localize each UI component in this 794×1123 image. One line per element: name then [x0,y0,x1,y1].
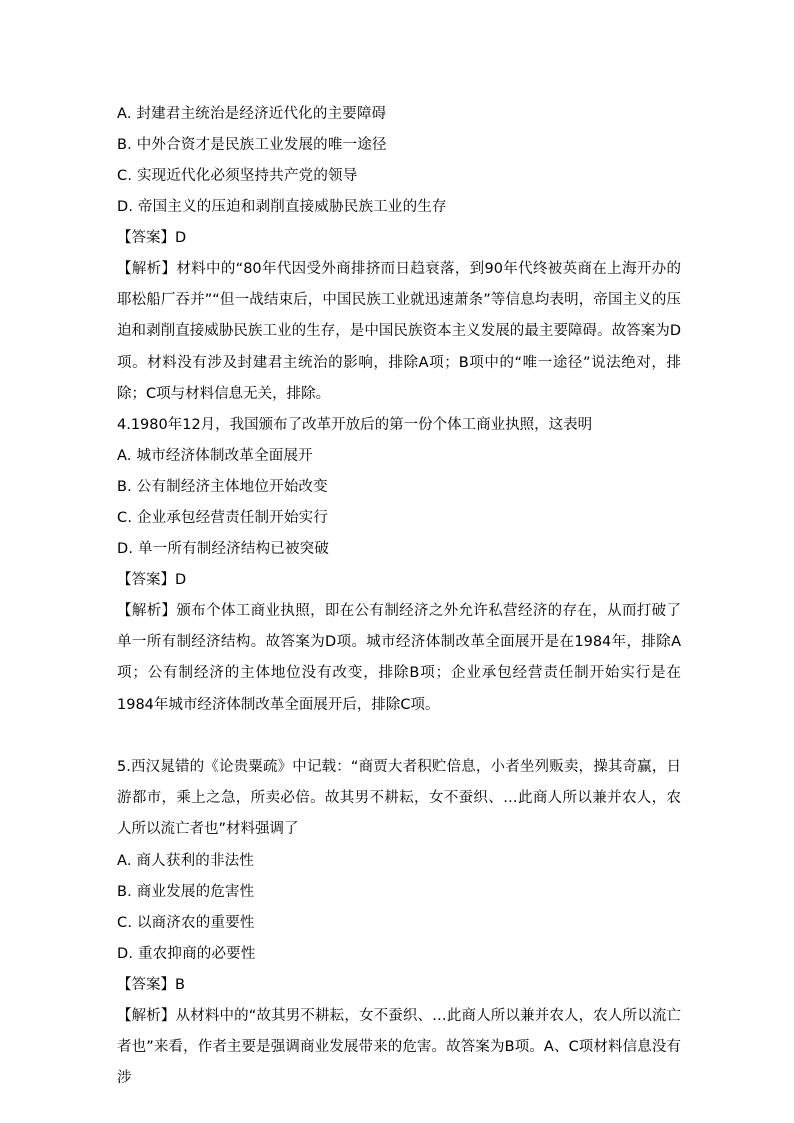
q5-answer: 【答案】B [117,977,185,993]
q3-option-d: D. 帝国主义的压迫和剥削直接威胁民族工业的生存 [117,199,447,215]
q4-stem: 4.1980年12月，我国颁布了改革开放后的第一份个体工商业执照，这表明 [117,417,593,433]
q3-analysis: 【解析】材料中的“80年代因受外商排挤而日趋衰落，到90年代终被英商在上海开办的耶松船厂吞并”“但一战结束后，中国民族工业就迅速萧条”等信息均表明，帝国主义的压迫和剥削直接威胁民族工业的生存，是中国民族资本主义发展的最主要障碍。故答案为D项。材料没有涉及封建君主统治的影响，排除A项；B项中的“唯一途径”说法绝对，排除；C项与材料信息无关，排除。 [117,261,681,402]
q4-option-d: D. 单一所有制经济结构已被突破 [117,541,330,557]
q4-option-a: A. 城市经济体制改革全面展开 [117,448,313,464]
q3-answer: 【答案】D [117,230,187,246]
q5-analysis: 【解析】从材料中的“故其男不耕耘，女不蚕织、…此商人所以兼并农人，农人所以流亡者也”来看，作者主要是强调商业发展带来的危害。故答案为B项。A、C项材料信息没有涉 [117,1008,681,1087]
q3-option-c: C. 实现近代化必须坚持共产党的领导 [117,168,358,184]
q5-option-d: D. 重农抑商的必要性 [117,946,256,962]
q5-option-a: A. 商人获利的非法性 [117,853,255,869]
q4-option-c: C. 企业承包经营责任制开始实行 [117,510,329,526]
q5-option-b: B. 商业发展的危害性 [117,884,255,900]
q5-option-c: C. 以商济农的重要性 [117,915,255,931]
q3-option-a: A. 封建君主统治是经济近代化的主要障碍 [117,106,387,122]
q3-option-b: B. 中外合资才是民族工业发展的唯一途径 [117,137,387,153]
q5-stem: 5.西汉晁错的《论贵粟疏》中记载：“商贾大者积贮倍息，小者坐列贩卖，操其奇赢，日游都市，乘上之急，所卖必倍。故其男不耕耘，女不蚕织、…此商人所以兼并农人，农人所以流亡者也”材料强调了 [117,759,681,838]
q4-answer: 【答案】D [117,572,187,588]
q4-option-b: B. 公有制经济主体地位开始改变 [117,479,328,495]
q4-analysis: 【解析】颁布个体工商业执照，即在公有制经济之外允许私营经济的存在，从而打破了单一所有制经济结构。故答案为D项。城市经济体制改革全面展开是在1984年，排除A项；公有制经济的主体地位没有改变，排除B项；企业承包经营责任制开始实行是在1984年城市经济体制改革全面展开后，排除C项。 [117,603,681,713]
